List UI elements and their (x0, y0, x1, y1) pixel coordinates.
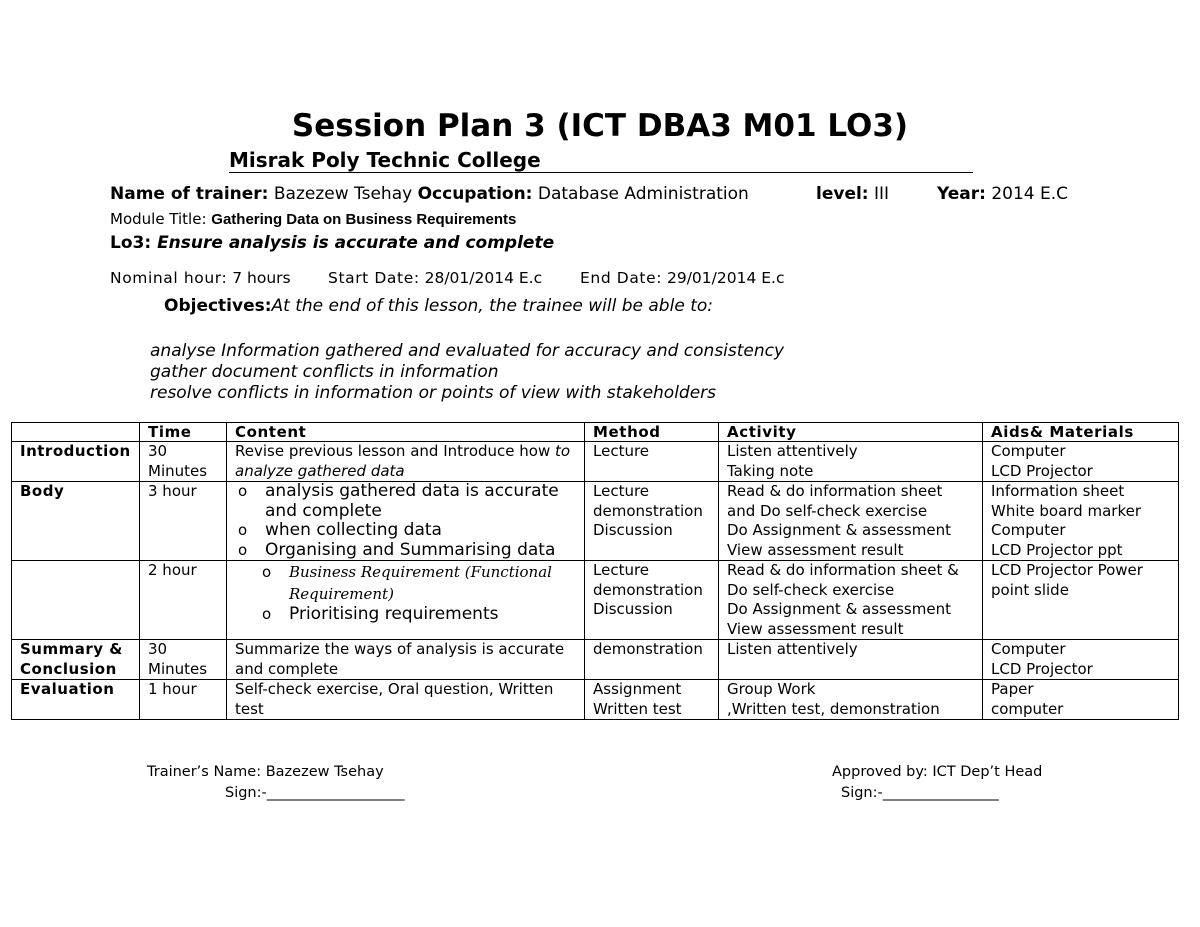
table-row-body-2 (12, 561, 1179, 640)
method-cell (585, 680, 719, 720)
aids-line: LCD Projector (991, 659, 1093, 678)
objective-text: analyse Information gathered and evaluated for accuracy and consistency (150, 341, 785, 361)
content-text: analysis gathered data is accurate and complete (265, 481, 559, 521)
page-title: Session Plan 3 (ICT DBA3 M01 LO3) (291, 108, 909, 144)
activity-line: Taking note (727, 461, 814, 480)
content-text: Revise previous lesson and Introduce how (235, 442, 556, 460)
objective-text: gather document conflicts in information (150, 362, 499, 382)
row-label: Introduction (12, 442, 140, 482)
list-item (238, 520, 576, 541)
list-item (238, 481, 576, 521)
content-text: Business Requirement (Functional Requirement) (289, 563, 552, 603)
activity-cell (719, 680, 983, 720)
start-value: 28/01/2014 E.c (419, 269, 543, 287)
row-label: Body (12, 482, 140, 561)
activity-cell: Listen attentively (719, 640, 983, 680)
objective-item (134, 383, 716, 403)
activity-cell (719, 482, 983, 561)
method-line: demonstration (593, 580, 703, 599)
start-date (328, 269, 542, 287)
aids-cell (983, 482, 1179, 561)
circle-bullet-icon: o (238, 482, 248, 500)
year-field (937, 184, 1068, 204)
aids-cell (983, 442, 1179, 482)
column-header (12, 423, 140, 442)
method-cell (585, 561, 719, 640)
trainer-value: Bazezew Tsehay (268, 184, 418, 204)
row-label: Evaluation (12, 680, 140, 720)
aids-line: LCD Projector (991, 461, 1093, 480)
objectives-text: At the end of this lesson, the trainee will be able to: (271, 296, 713, 316)
lo-label: Lo3: (110, 233, 158, 253)
aids-line: Computer (991, 442, 1066, 460)
aids-cell (983, 640, 1179, 680)
method-line: Written test (593, 699, 682, 718)
content-cell: Self-check exercise, Oral question, Written test (227, 680, 585, 720)
activity-line: View assessment result (727, 619, 904, 638)
year-label: Year: (937, 184, 986, 204)
method-line: Discussion (593, 600, 673, 618)
aids-line: Computer (991, 640, 1066, 658)
module-label: Module Title: (110, 210, 212, 228)
approved-by-footer: Approved by: ICT Dep’t Head (832, 764, 1043, 780)
column-header: Time (140, 423, 227, 442)
table-row-introduction (12, 442, 1179, 482)
activity-line: Listen attentively (727, 442, 858, 460)
time-cell: 30 Minutes (140, 442, 227, 482)
content-text: when collecting data (265, 520, 442, 540)
method-line: demonstration (593, 501, 703, 520)
activity-line: Group Work (727, 680, 816, 698)
list-item (262, 604, 576, 625)
content-cell (227, 561, 585, 640)
activity-line: View assessment result (727, 540, 904, 559)
aids-line: Paper (991, 680, 1034, 698)
activity-line: ,Written test, demonstration (727, 699, 940, 718)
content-italic-text: to analyze gathered data (235, 442, 571, 480)
nominal-label: Nominal hour: (110, 269, 228, 287)
content-cell (227, 482, 585, 561)
list-item (262, 561, 576, 605)
end-date (580, 269, 785, 287)
content-list (261, 561, 576, 625)
year-value: 2014 E.C (985, 184, 1069, 204)
start-label: Start Date: (328, 269, 420, 287)
activity-cell (719, 442, 983, 482)
activity-line: Read & do information sheet and Do self-check exercise (727, 482, 943, 520)
column-header: Method (585, 423, 719, 442)
column-header: Activity (719, 423, 983, 442)
circle-bullet-icon: o (262, 605, 272, 623)
time-cell: 30 Minutes (140, 640, 227, 680)
activity-line: Read & do information sheet & Do self-check exercise (727, 561, 959, 599)
objectives-line (164, 296, 713, 316)
lo-value: Ensure analysis is accurate and complete (157, 233, 555, 253)
aids-cell (983, 680, 1179, 720)
occupation-value: Database Administration (532, 184, 749, 204)
occupation-label: Occupation: (417, 184, 533, 204)
table-header-row (12, 423, 1179, 442)
trainer-sign-footer: Sign:-___________________ (225, 785, 405, 801)
table-row-summary (12, 640, 1179, 680)
row-label-empty (12, 561, 140, 640)
header-line-1 (110, 184, 749, 204)
level-label: level: (816, 184, 869, 204)
trainer-name-footer: Trainer’s Name: Bazezew Tsehay (147, 764, 384, 780)
activity-line: Do Assignment & assessment (727, 521, 951, 539)
row-label: Summary & Conclusion (12, 640, 140, 680)
method-line: Lecture (593, 482, 650, 500)
list-item (238, 539, 576, 561)
time-cell: 1 hour (140, 680, 227, 720)
trainer-label: Name of trainer: (110, 184, 269, 204)
content-cell (227, 442, 585, 482)
method-line: Assignment (593, 680, 682, 698)
college-name: Misrak Poly Technic College (229, 148, 973, 173)
nominal-value: 7 hours (227, 269, 291, 287)
objective-item (134, 341, 784, 361)
objective-item (134, 362, 499, 382)
aids-line: LCD Projector ppt (991, 540, 1123, 559)
circle-bullet-icon: o (262, 563, 272, 581)
aids-line: White board marker (991, 501, 1141, 520)
time-cell: 2 hour (140, 561, 227, 640)
circle-bullet-icon: o (238, 521, 248, 539)
end-value: 29/01/2014 E.c (662, 269, 785, 287)
method-line: Lecture (593, 561, 650, 579)
method-cell (585, 482, 719, 561)
module-value: Gathering Data on Business Requirements (211, 211, 517, 228)
content-cell: Summarize the ways of analysis is accurate and complete (227, 640, 585, 680)
column-header: Content (227, 423, 585, 442)
table-row-body (12, 482, 1179, 561)
activity-line: Do Assignment & assessment (727, 600, 951, 618)
dates-line (110, 269, 291, 287)
circle-bullet-icon: o (238, 540, 248, 559)
content-list (237, 482, 576, 560)
aids-line: computer (991, 699, 1064, 718)
aids-cell: LCD Projector Power point slide (983, 561, 1179, 640)
content-text: Prioritising requirements (289, 604, 499, 624)
method-line: Discussion (593, 521, 673, 539)
method-cell: Lecture (585, 442, 719, 482)
approved-sign-footer: Sign:-________________ (841, 785, 999, 801)
aids-line: Information sheet (991, 482, 1125, 500)
time-cell: 3 hour (140, 482, 227, 561)
activity-cell (719, 561, 983, 640)
session-plan-table (11, 422, 1179, 720)
objectives-label: Objectives: (164, 296, 272, 316)
end-label: End Date: (580, 269, 663, 287)
column-header: Aids& Materials (983, 423, 1179, 442)
content-text: Organising and Summarising data (265, 539, 556, 560)
module-title-line (110, 210, 516, 228)
table-row-evaluation (12, 680, 1179, 720)
method-cell: demonstration (585, 640, 719, 680)
learning-outcome-line (110, 233, 554, 253)
level-value: III (868, 184, 890, 204)
level-field (816, 184, 889, 204)
aids-line: Computer (991, 521, 1066, 539)
objective-text: resolve conflicts in information or points of view with stakeholders (150, 383, 717, 403)
